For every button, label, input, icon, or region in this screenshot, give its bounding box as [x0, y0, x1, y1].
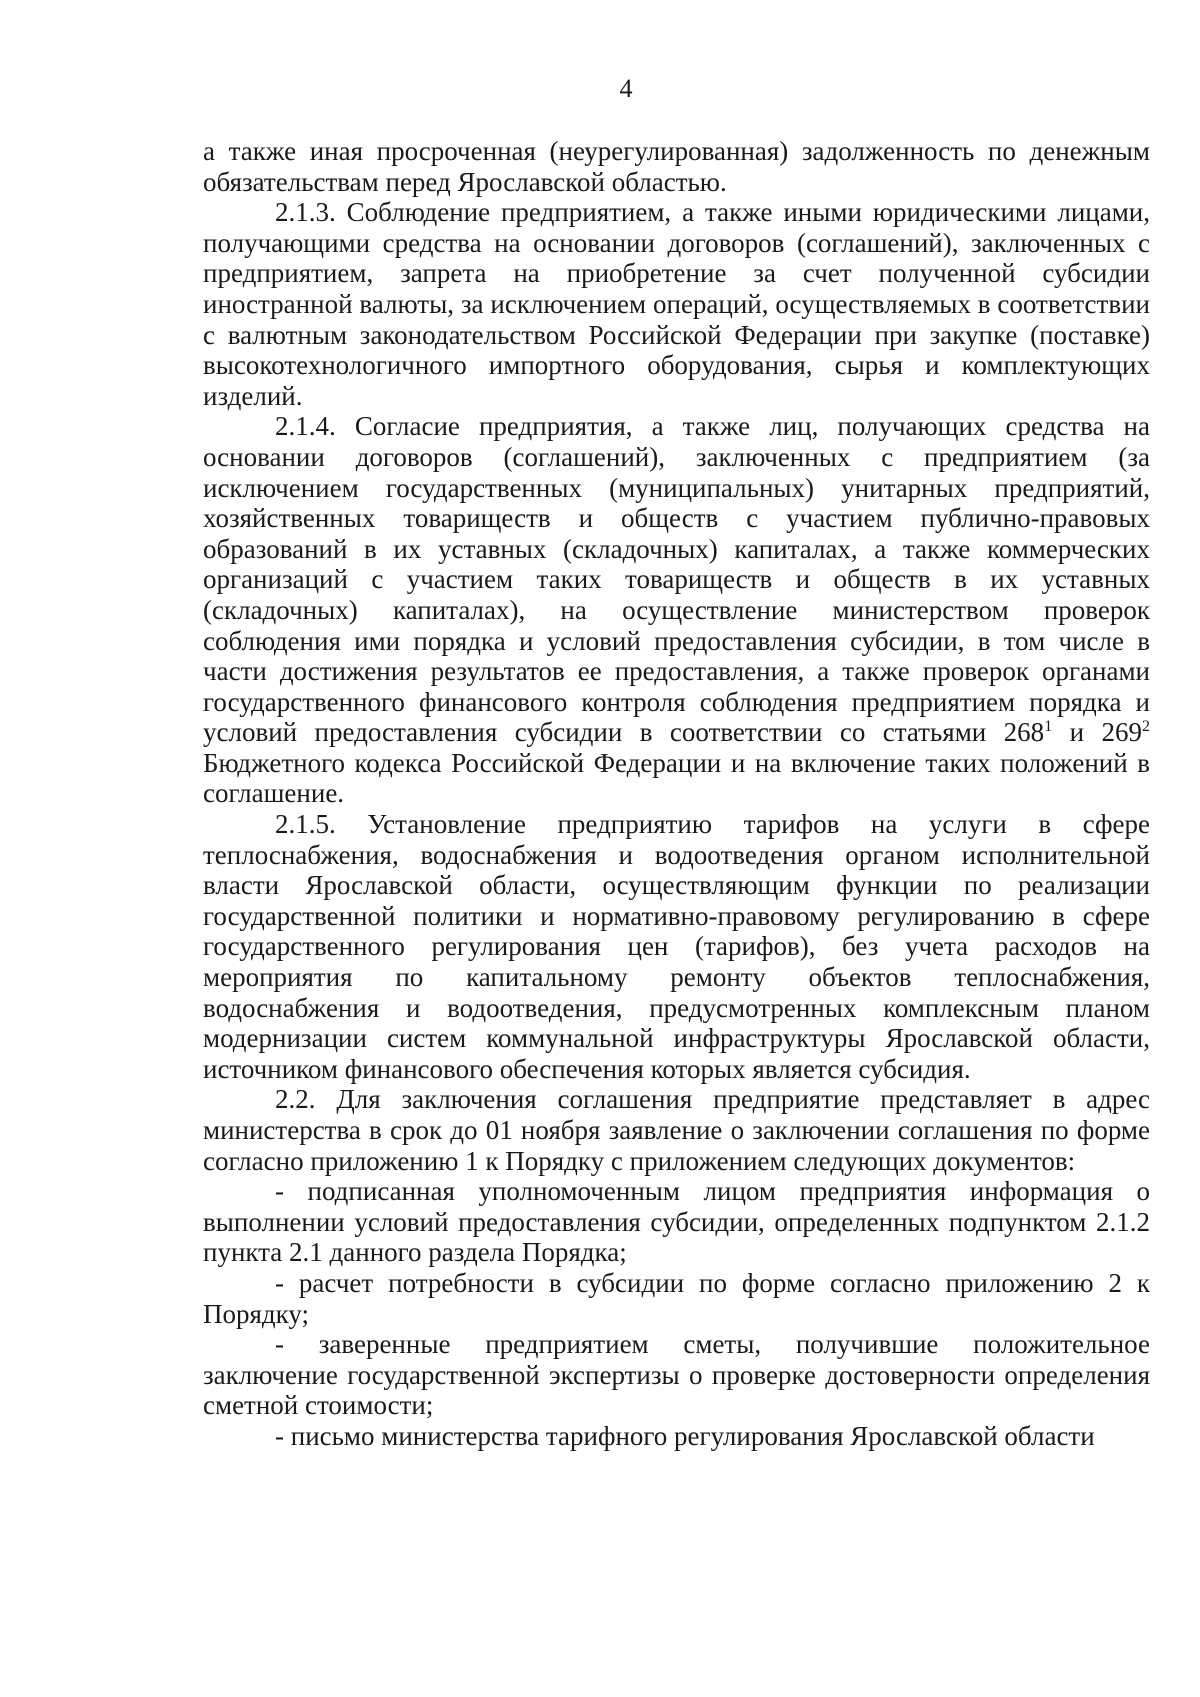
paragraph-2-1-4-text-a: 2.1.4. Согласие предприятия, а также лиц, получающих средства на основании договоров (соглашений), заключенных с предприятием (за исключением государственных (муниципальных) унитарных предприятий, хозяйственных товариществ и обществ с участием публично-правовых образований в их уставных (складочных) капиталах, а также коммерческих организаций с участием таких товариществ и обществ в их уставных (складочных) капиталах), на осуществление министерством проверок соблюдения ими порядка и условий предоставления субсидии, в том числе в части достижения результатов ее предоставления, а также проверок органами государственного финансового контроля соблюдения предприятием порядка и условий предоставления субсидии в соответствии со статьями 268: [203, 411, 1150, 748]
paragraph-2-1-4: [203, 411, 1150, 809]
paragraph-2-1-4-text-c: Бюджетного кодекса Российской Федерации и на включение таких положений в соглашение.: [203, 747, 1150, 809]
paragraph-2-1-5: 2.1.5. Установление предприятию тарифов на услуги в сфере теплоснабжения, водоснабжения и водоотведения органом исполнительной власти Ярославской области, осуществляющим функции по реализации государственной политики и нормативно-правовому регулированию в сфере государственного регулирования цен (тарифов), без учета расходов на мероприятия по капитальному ремонту объектов теплоснабжения, водоснабжения и водоотведения, предусмотренных комплексным планом модернизации систем коммунальной инфраструктуры Ярославской области, источником финансового обеспечения которых является субсидия.: [203, 809, 1150, 1084]
list-item-calculation: - расчет потребности в субсидии по форме согласно приложению 2 к Порядку;: [203, 1267, 1150, 1329]
paragraph-2-1-3: 2.1.3. Соблюдение предприятием, а также иными юридическими лицами, получающими средства на основании договоров (соглашений), заключенных с предприятием, запрета на приобретение за счет полученной субсидии иностранной валюты, за исключением операций, осуществляемых в соответствии с валютным законодательством Российской Федерации при закупке (поставке) высокотехнологичного импортного оборудования, сырья и комплектующих изделий.: [203, 197, 1150, 411]
list-item-letter: - письмо министерства тарифного регулирования Ярославской области: [275, 1420, 1095, 1451]
paragraph-2-1-4-text-b: и 269: [1052, 717, 1142, 748]
superscript-1: 1: [1044, 718, 1053, 736]
page-number: 4: [619, 74, 633, 103]
superscript-2: 2: [1142, 718, 1150, 736]
list-item-estimates: - заверенные предприятием сметы, получившие положительное заключение государственной экспертизы о проверке достоверности определения сметной стоимости;: [203, 1329, 1150, 1421]
paragraph-continuation: а также иная просроченная (неурегулированная) задолженность по денежным обязательствам перед Ярославской областью.: [203, 136, 1150, 197]
document-body: [203, 136, 1150, 1452]
paragraph-2-2: 2.2. Для заключения соглашения предприятие представляет в адрес министерства в срок до 01 ноября заявление о заключении соглашения по форме согласно приложению 1 к Порядку с приложением следующих документов:: [203, 1084, 1150, 1176]
list-item-info: - подписанная уполномоченным лицом предприятия информация о выполнении условий предоставления субсидии, определенных подпунктом 2.1.2 пункта 2.1 данного раздела Порядка;: [203, 1176, 1150, 1268]
